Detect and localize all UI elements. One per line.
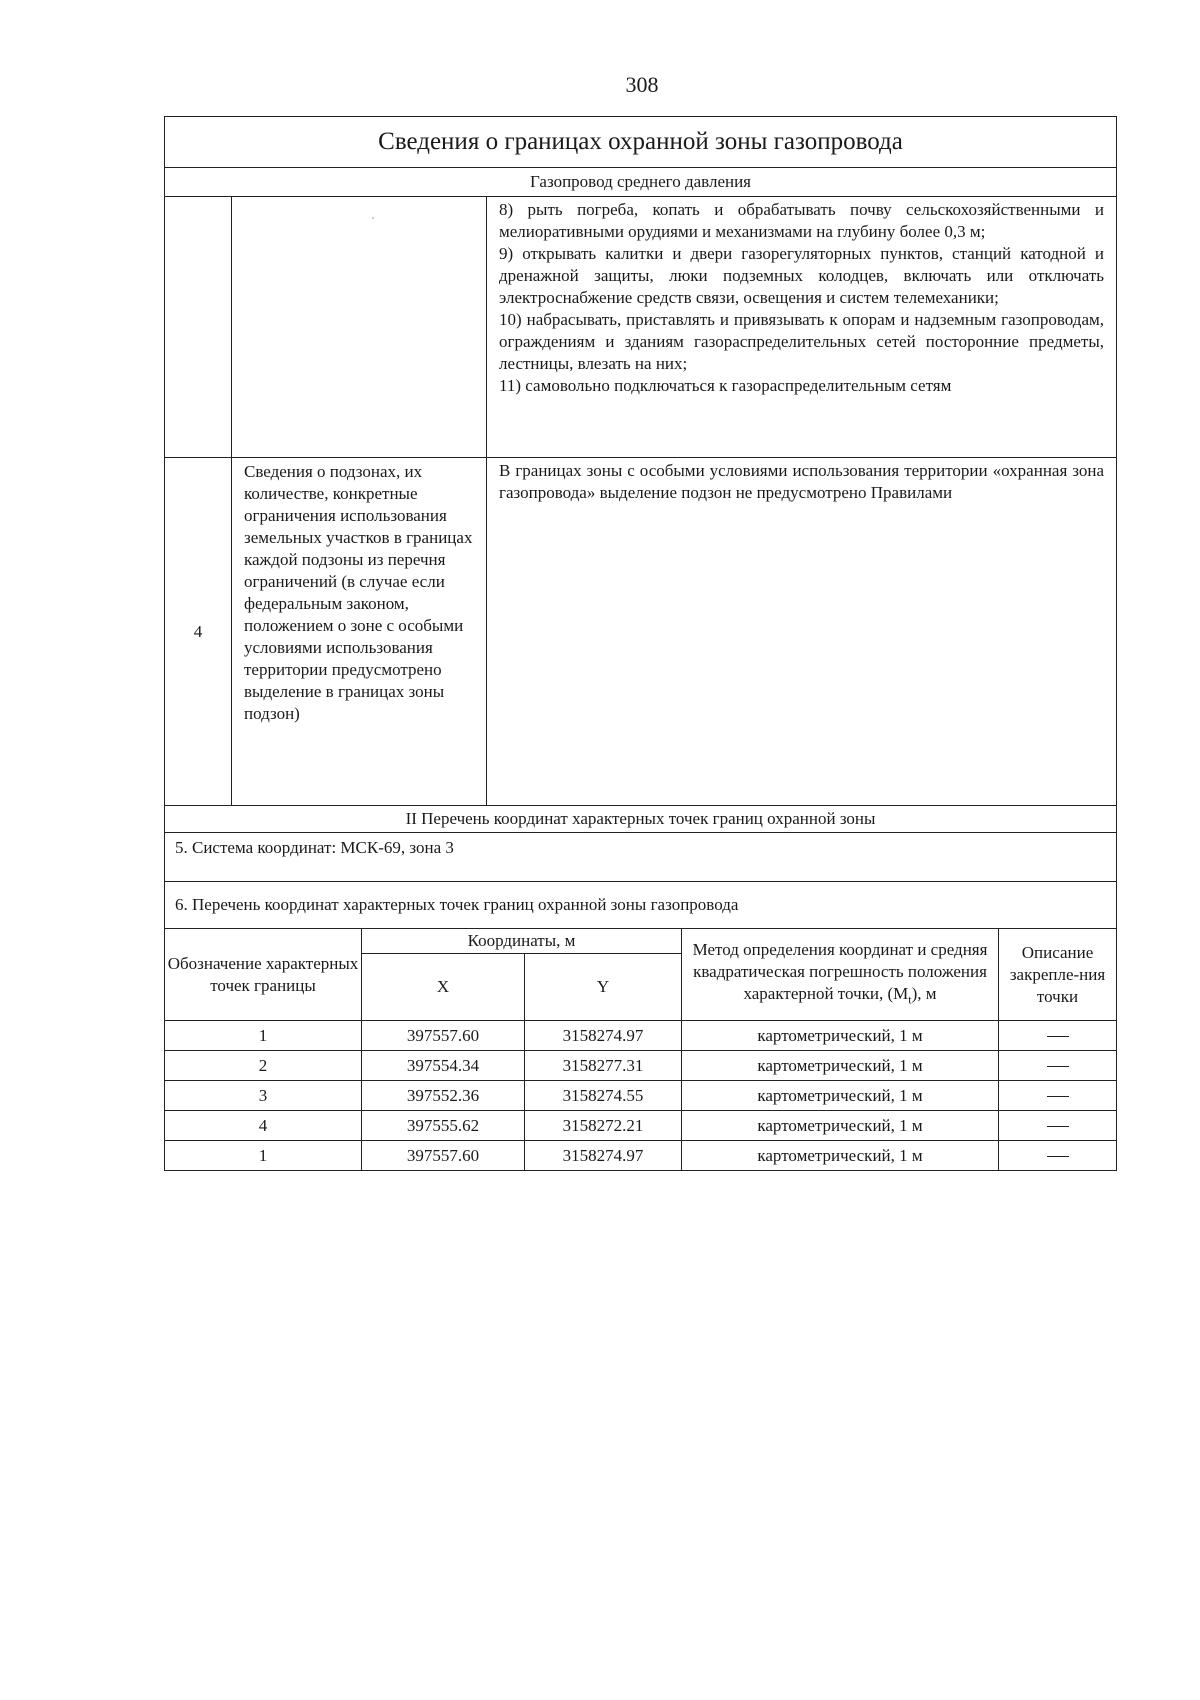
- point-id: 1: [165, 1021, 362, 1051]
- coord-y: 3158274.97: [525, 1141, 682, 1171]
- table-row: [165, 1081, 1117, 1111]
- coord-x: 397554.34: [362, 1051, 525, 1081]
- dash-mark: [1047, 1126, 1069, 1127]
- column-header-point: Обозначение характерных точек границы: [165, 929, 362, 1021]
- coord-y: 3158277.31: [525, 1051, 682, 1081]
- method: картометрический, 1 м: [682, 1111, 999, 1141]
- coord-y: 3158274.55: [525, 1081, 682, 1111]
- coord-x: 397557.60: [362, 1021, 525, 1051]
- method-header-suffix: ), м: [911, 983, 937, 1003]
- method: картометрический, 1 м: [682, 1021, 999, 1051]
- method-header-subscript: t: [908, 992, 912, 1007]
- pipeline-type-heading: Газопровод среднего давления: [165, 168, 1117, 197]
- point-description: [999, 1141, 1117, 1171]
- table-row: [165, 1021, 1117, 1051]
- column-header-x: X: [362, 954, 525, 1021]
- table-row: [165, 1111, 1117, 1141]
- row-number-empty: [165, 197, 232, 458]
- table-row: [165, 1051, 1117, 1081]
- point-id: 4: [165, 1111, 362, 1141]
- method: картометрический, 1 м: [682, 1051, 999, 1081]
- page-number: 308: [625, 72, 659, 97]
- point-id: 2: [165, 1051, 362, 1081]
- table-row: [165, 1141, 1117, 1171]
- document-title: Сведения о границах охранной зоны газопровода: [165, 117, 1117, 168]
- subzone-value: В границах зоны с особыми условиями использования территории «охранная зона газопровода» выделение подзон не предусмотрено Правилами: [487, 458, 1117, 806]
- point-description: [999, 1111, 1117, 1141]
- coord-y: 3158272.21: [525, 1111, 682, 1141]
- coord-x: 397557.60: [362, 1141, 525, 1171]
- section-2-heading: II Перечень координат характерных точек границ охранной зоны: [165, 806, 1117, 833]
- subzone-label: Сведения о подзонах, их количестве, конкретные ограничения использования земельных участков в границах каждой подзоны из перечня ограничений (в случае если федеральным законом, положением о зоне с особыми условиями использования территории предусмотрено выделение в границах зоны подзон): [232, 458, 487, 806]
- column-header-method: [682, 929, 999, 1021]
- coord-x: 397552.36: [362, 1081, 525, 1111]
- subzone-row-number: 4: [165, 458, 232, 806]
- point-id: 3: [165, 1081, 362, 1111]
- column-header-coordinates: Координаты, м: [362, 929, 682, 954]
- dash-mark: [1047, 1096, 1069, 1097]
- dash-mark: [1047, 1156, 1069, 1157]
- method: картометрический, 1 м: [682, 1081, 999, 1111]
- point-id: 1: [165, 1141, 362, 1171]
- row-label-empty: [232, 197, 487, 458]
- restrictions-list: [487, 197, 1117, 458]
- points-list-heading: 6. Перечень координат характерных точек границ охранной зоны газопровода: [165, 882, 1117, 929]
- restriction-item: 9) открывать калитки и двери газорегуляторных пунктов, станций катодной и дренажной защиты, люки подземных колодцев, включать или отключать электроснабжение средств связи, освещения и систем телемеханики;: [499, 244, 1105, 307]
- restriction-item: 10) набрасывать, приставлять и привязывать к опорам и надземным газопроводам, ограждениям и зданиям газораспределительных сетей посторонние предметы, лестницы, влезать на них;: [499, 310, 1105, 373]
- coord-y: 3158274.97: [525, 1021, 682, 1051]
- dash-mark: [1047, 1036, 1069, 1037]
- column-header-y: Y: [525, 954, 682, 1021]
- point-description: [999, 1021, 1117, 1051]
- column-header-description: Описание закрепле-ния точки: [999, 929, 1117, 1021]
- zone-info-sheet: [164, 116, 1116, 1171]
- point-description: [999, 1051, 1117, 1081]
- restriction-item: 8) рыть погреба, копать и обрабатывать почву сельскохозяйственными и мелиоративными орудиями и механизмами на глубину более 0,3 м;: [499, 200, 1105, 241]
- method: картометрический, 1 м: [682, 1141, 999, 1171]
- point-description: [999, 1081, 1117, 1111]
- coordinates-table: [164, 928, 1117, 1171]
- coordinate-system-label: 5. Система координат: МСК-69, зона 3: [165, 833, 1117, 882]
- zone-info-table: [164, 116, 1117, 929]
- method-header-text: Метод определения координат и средняя квадратическая погрешность положения характерной точки, (M: [692, 939, 988, 1003]
- coord-x: 397555.62: [362, 1111, 525, 1141]
- dash-mark: [1047, 1066, 1069, 1067]
- restriction-item: 11) самовольно подключаться к газораспределительным сетям: [499, 376, 952, 395]
